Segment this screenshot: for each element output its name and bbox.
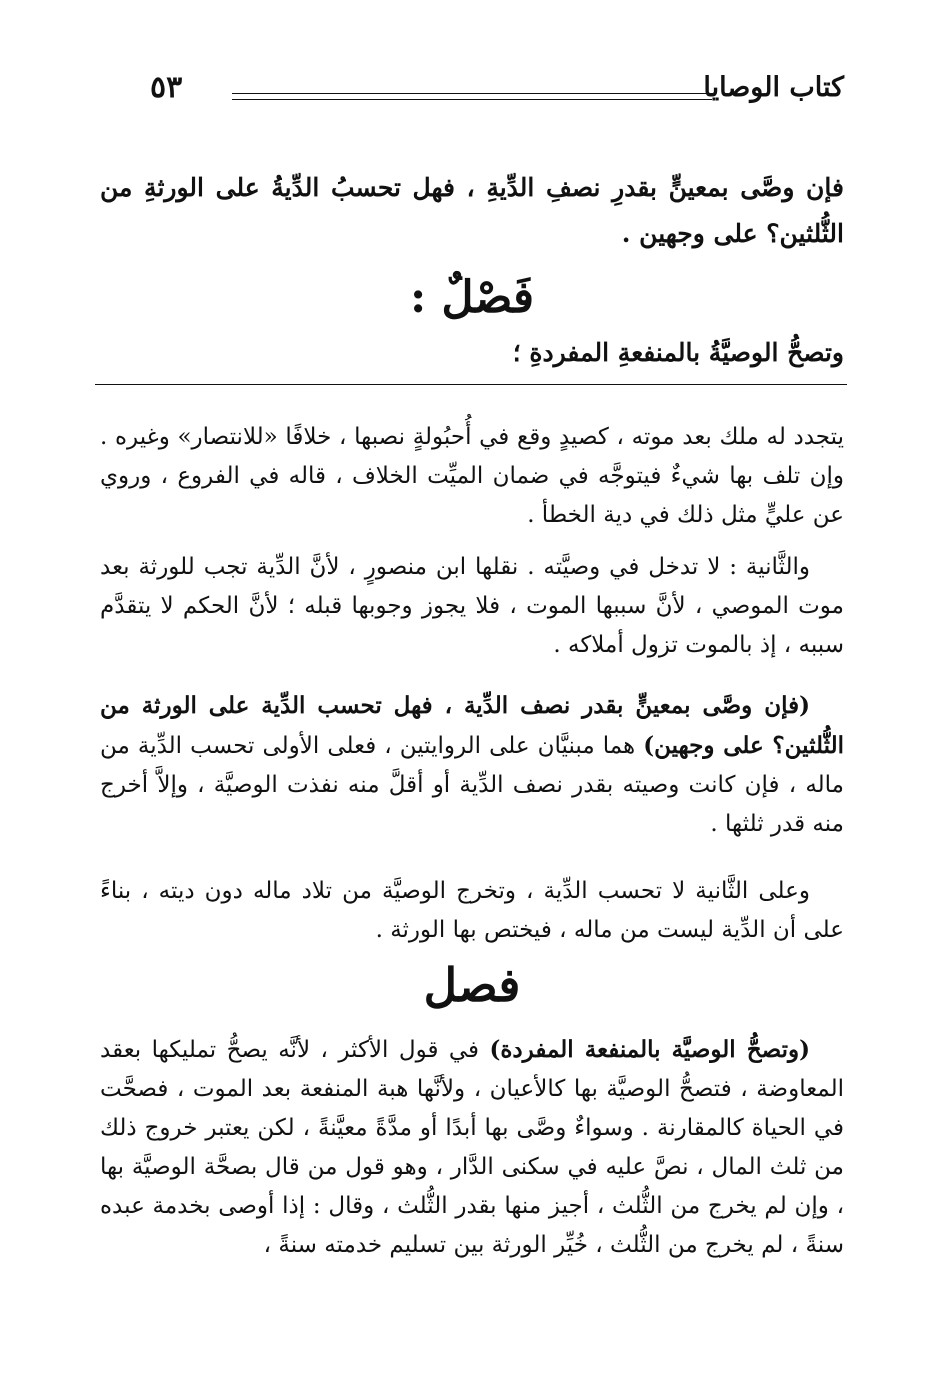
section-heading-fasl: فَصْلٌ :: [409, 272, 535, 323]
page-number: ٥٣: [150, 70, 183, 105]
paragraph-3: [100, 686, 844, 844]
paragraph-2: والثَّانية : لا تدخل في وصيَّته . نقلها ابن منصورٍ ، لأنَّ الدِّية تجب للورثة بعد موت الموصي ، لأنَّ سببها الموت ، فلا يجوز وجوبها قبله ؛ لأنَّ الحكم لا يتقدَّم سببه ، إذ بالموت تزول أملاكه .: [100, 554, 844, 658]
paragraph-3-commentary: هما مبنيَّان على الروايتين ، فعلى الأولى تحسب الدِّية من ماله ، فإن كانت وصيته بقدر نصف الدِّية أو أقلَّ منه نفذت الوصيَّة ، وإلاَّ أخرج منه قدر ثلثها .: [100, 733, 844, 837]
paragraph-5: [100, 1030, 844, 1265]
paragraph-5-commentary: في قول الأكثر ، لأنَّه يصحُّ تمليكها بعقد المعاوضة ، فتصحُّ الوصيَّة بها كالأعيان ، ولأنَّها هبة المنفعة بعد الموت ، فصحَّت في الحياة كالمقارنة . وسواءٌ وصَّى بها أبدًا أو مدَّةً معيَّنةً ، لكن يعتبر خروج ذلك من ثلث المال ، نصَّ عليه في سكنى الدَّار ، وهو قول من قال بصحَّة الوصيَّة بها ، وإن لم يخرج من الثُّلث ، أجيز منها بقدر الثُّلث ، وقال : إذا أوصى بخدمة عبده سنةً ، لم يخرج من الثُّلث ، خُيِّر الورثة بين تسليم خدمته سنةً ،: [100, 1037, 844, 1258]
subheading-rule: [95, 384, 847, 385]
paragraph-5-quoted-matn: (وتصحُّ الوصيَّة بالمنفعة المفردة): [489, 1036, 810, 1063]
paragraph-3-quoted-matn: (فإن وصَّى بمعينٍّ بقدر نصف الدِّية ، فهل تحسب الدِّية على الورثة من الثُّلثين؟ على وجهين): [100, 692, 844, 759]
matn-text: فإن وصَّى بمعينٍّ بقدرِ نصفِ الدِّيةِ ، فهل تحسبُ الدِّيةُ على الورثةِ من الثُّلثين؟ على وجهين .: [100, 173, 844, 248]
section-subheading: وتصحُّ الوصيَّةُ بالمنفعةِ المفردةِ ؛: [512, 338, 844, 367]
section-heading-fasl-2: فصل: [423, 958, 521, 1012]
paragraph-4: وعلى الثَّانية لا تحسب الدِّية ، وتخرج الوصيَّة من تلاد ماله دون ديته ، بناءً على أن الدِّية ليست من ماله ، فيختص بها الورثة .: [100, 878, 844, 943]
running-header-title: كتاب الوصايا: [703, 72, 844, 103]
paragraph-1: يتجدد له ملك بعد موته ، كصيدٍ وقع في أُحبُولةٍ نصبها ، خلافًا «للانتصار» وغيره . وإن تلف بها شيءٌ فيتوجَّه في ضمان الميِّت الخلاف ، قاله في الفروع ، وروي عن عليٍّ مثل ذلك في دية الخطأ .: [100, 424, 844, 528]
header-double-rule: [232, 93, 712, 100]
